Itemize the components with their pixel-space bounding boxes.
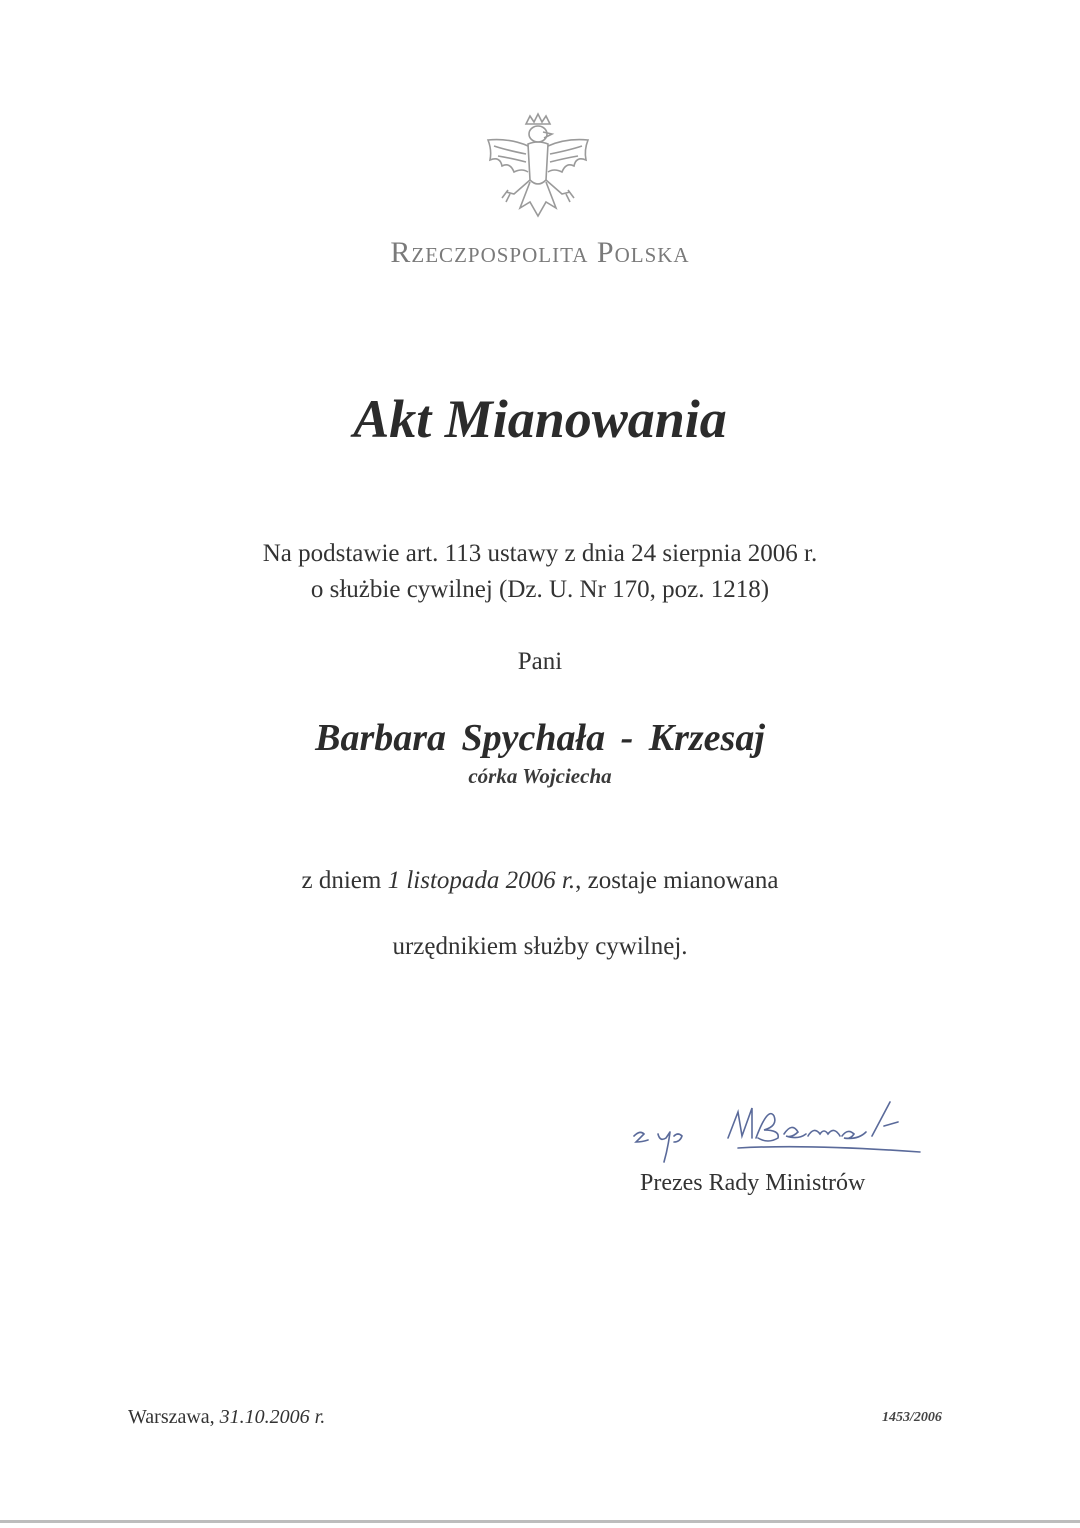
legal-basis-line-2: o służbie cywilnej (Dz. U. Nr 170, poz. 1218)	[310, 576, 770, 603]
salutation: Pani	[517, 648, 563, 675]
parentage: córka Wojciecha	[468, 764, 612, 788]
person-name: Barbara Spychała - Krzesaj	[315, 717, 765, 759]
document-number: 1453/2006	[882, 1410, 942, 1425]
scan-edge-divider	[0, 1520, 1080, 1523]
place-and-date	[128, 1406, 325, 1429]
document-title: Akt Mianowania	[353, 389, 727, 449]
appointment-prefix: z dniem	[301, 867, 388, 894]
appointment-line-1	[0, 867, 1080, 895]
legal-basis	[0, 536, 1080, 608]
country-name: Rzeczpospolita Polska	[390, 236, 690, 269]
appointment-suffix: , zostaje mianowana	[575, 867, 779, 894]
place: Warszawa,	[128, 1406, 220, 1428]
polish-eagle-emblem-icon	[480, 110, 596, 228]
signatory-title: Prezes Rady Ministrów	[640, 1170, 866, 1196]
issue-date: 31.10.2006 r.	[219, 1406, 326, 1428]
appointment-line-2: urzędnikiem służby cywilnej.	[392, 933, 688, 960]
legal-basis-line-1: Na podstawie art. 113 ustawy z dnia 24 sierpnia 2006 r.	[262, 540, 818, 567]
appointment-date: 1 listopada 2006 r.	[387, 867, 576, 894]
handwritten-signature	[628, 1092, 928, 1172]
